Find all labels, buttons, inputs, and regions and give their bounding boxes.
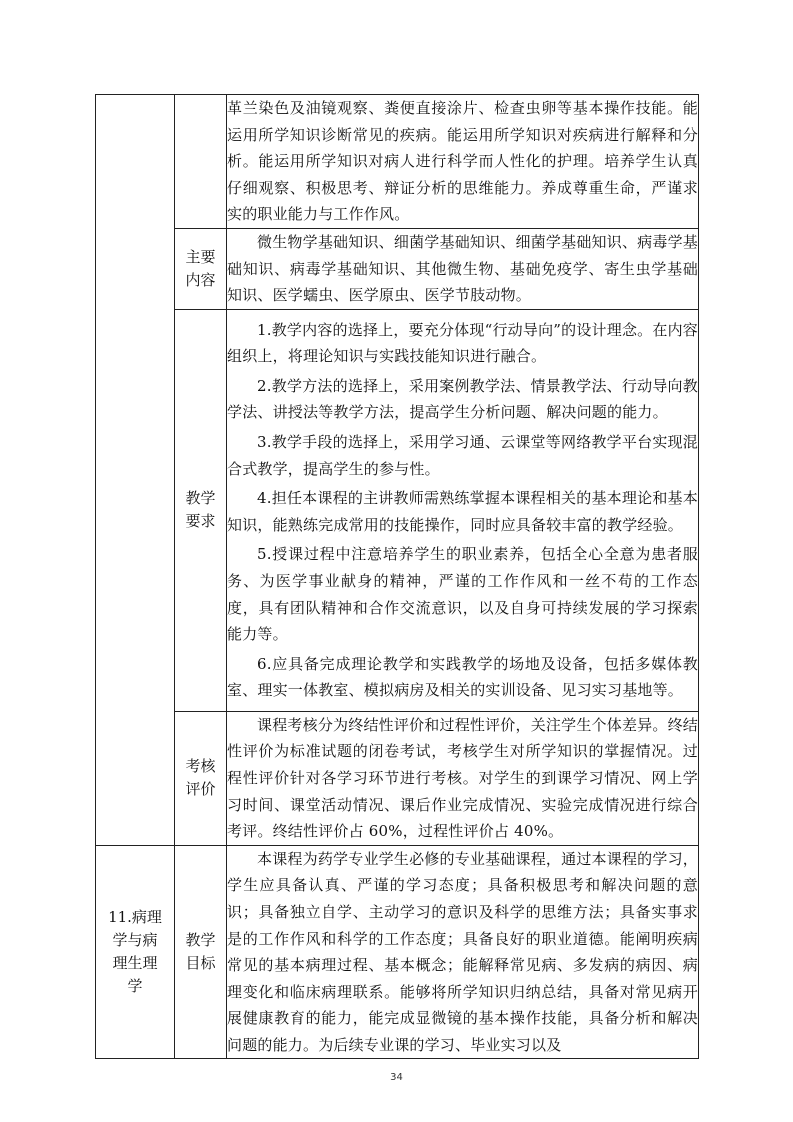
- course-name-line: 理生理: [112, 954, 158, 973]
- label-line: 要求: [185, 512, 216, 531]
- label-line: 内容: [185, 270, 216, 289]
- content-cell-teaching-requirements: [227, 309, 699, 711]
- table-row-main-content: [96, 228, 699, 309]
- requirement-item: 1.教学内容的选择上，要充分体现“行动导向”的设计理念。在内容组织上，将理论知识与实践技能知识进行融合。: [227, 320, 698, 366]
- content-cell-objectives-continued: [227, 95, 699, 229]
- table-row-course-11-objectives: [96, 845, 699, 1059]
- label-line: 主要: [185, 247, 216, 266]
- label-line: 教学: [185, 931, 216, 950]
- row-label-teaching-objectives: [175, 845, 227, 1059]
- content-cell-assessment: [227, 711, 699, 845]
- table-row-assessment: [96, 711, 699, 845]
- label-line: 目标: [185, 954, 216, 973]
- requirement-item: 5.授课过程中注意培养学生的职业素养，包括全心全意为患者服务、为医学事业献身的精神，严谨的工作作风和一丝不苟的工作态度，具有团队精神和合作交流意识，以及自身可持续发展的学习探索能力等。: [227, 545, 698, 644]
- assessment-text: 课程考核分为终结性评价和过程性评价，关注学生个体差异。终结性评价为标准试题的闭卷考试，考核学生对所学知识的掌握情况。过程性评价针对各学习环节进行考核。对学生的到课学习情况、网上学习时间、课堂活动情况、课后作业完成情况、实验完成情况进行综合考评。终结性评价占 60%，过程性评价占 40%。: [227, 715, 698, 841]
- page-number: 34: [390, 1072, 403, 1083]
- label-line: 评价: [185, 780, 216, 799]
- course-table: [95, 94, 699, 1059]
- objectives-continued-text: 革兰染色及油镜观察、粪便直接涂片、检查虫卵等基本操作技能。能运用所学知识诊断常见的疾病。能运用所学知识对疾病进行解释和分析。能运用所学知识对病人进行科学而人性化的护理。培养学生认真仔细观察、积极思考、辩证分析的思维能力。养成尊重生命，严谨求实的职业能力与工作作风。: [227, 99, 698, 224]
- main-content-text: 微生物学基础知识、细菌学基础知识、细菌学基础知识、病毒学基础知识、病毒学基础知识、其他微生物、基础免疫学、寄生虫学基础知识、医学蠕虫、医学原虫、医学节肢动物。: [227, 232, 698, 305]
- row-label-main-content: [175, 228, 227, 309]
- requirement-item: 2.教学方法的选择上，采用案例教学法、情景教学法、行动导向教学法、讲授法等教学方法，提高学生分析问题、解决问题的能力。: [227, 376, 698, 422]
- label-line: 教学: [185, 489, 216, 508]
- course-name-cell-11: [96, 845, 175, 1059]
- table-row-teaching-requirements: [96, 309, 699, 711]
- label-line: 考核: [185, 757, 216, 776]
- table-row-objectives-continued: [96, 95, 699, 229]
- row-label-assessment: [175, 711, 227, 845]
- content-cell-main-content: [227, 228, 699, 309]
- course-name-line: 11.病理: [108, 908, 162, 927]
- row-label-cell-empty: [175, 95, 227, 229]
- requirement-item: 6.应具备完成理论教学和实践教学的场地及设备，包括多媒体教室、理实一体教室、模拟病房及相关的实训设备、见习实习基地等。: [227, 654, 698, 700]
- course-name-line: 学: [127, 977, 143, 996]
- content-cell-teaching-objectives: [227, 845, 699, 1059]
- course-name-cell-previous: [96, 95, 175, 846]
- requirement-item: 4.担任本课程的主讲教师需熟练掌握本课程相关的基本理论和基本知识，能熟练完成常用的技能操作，同时应具备较丰富的教学经验。: [227, 489, 698, 534]
- requirement-item: 3.教学手段的选择上，采用学习通、云课堂等网络教学平台实现混合式教学，提高学生的参与性。: [227, 432, 698, 478]
- teaching-objectives-text: 本课程为药学专业学生必修的专业基础课程，通过本课程的学习，学生应具备认真、严谨的学习态度；具备积极思考和解决问题的意识；具备独立自学、主动学习的意识及科学的思维方法；具备实事求是的工作作风和科学的工作态度；具备良好的职业道德。能阐明疾病常见的基本病理过程、基本概念；能解释常见病、多发病的病因、病理变化和临床病理联系。能够将所学知识归纳总结，具备对常见病开展健康教育的能力，能完成显微镜的基本操作技能，具备分析和解决问题的能力。为后续专业课的学习、毕业实习以及: [227, 849, 698, 1054]
- course-name-line: 学与病: [112, 931, 158, 950]
- row-label-teaching-requirements: [175, 309, 227, 711]
